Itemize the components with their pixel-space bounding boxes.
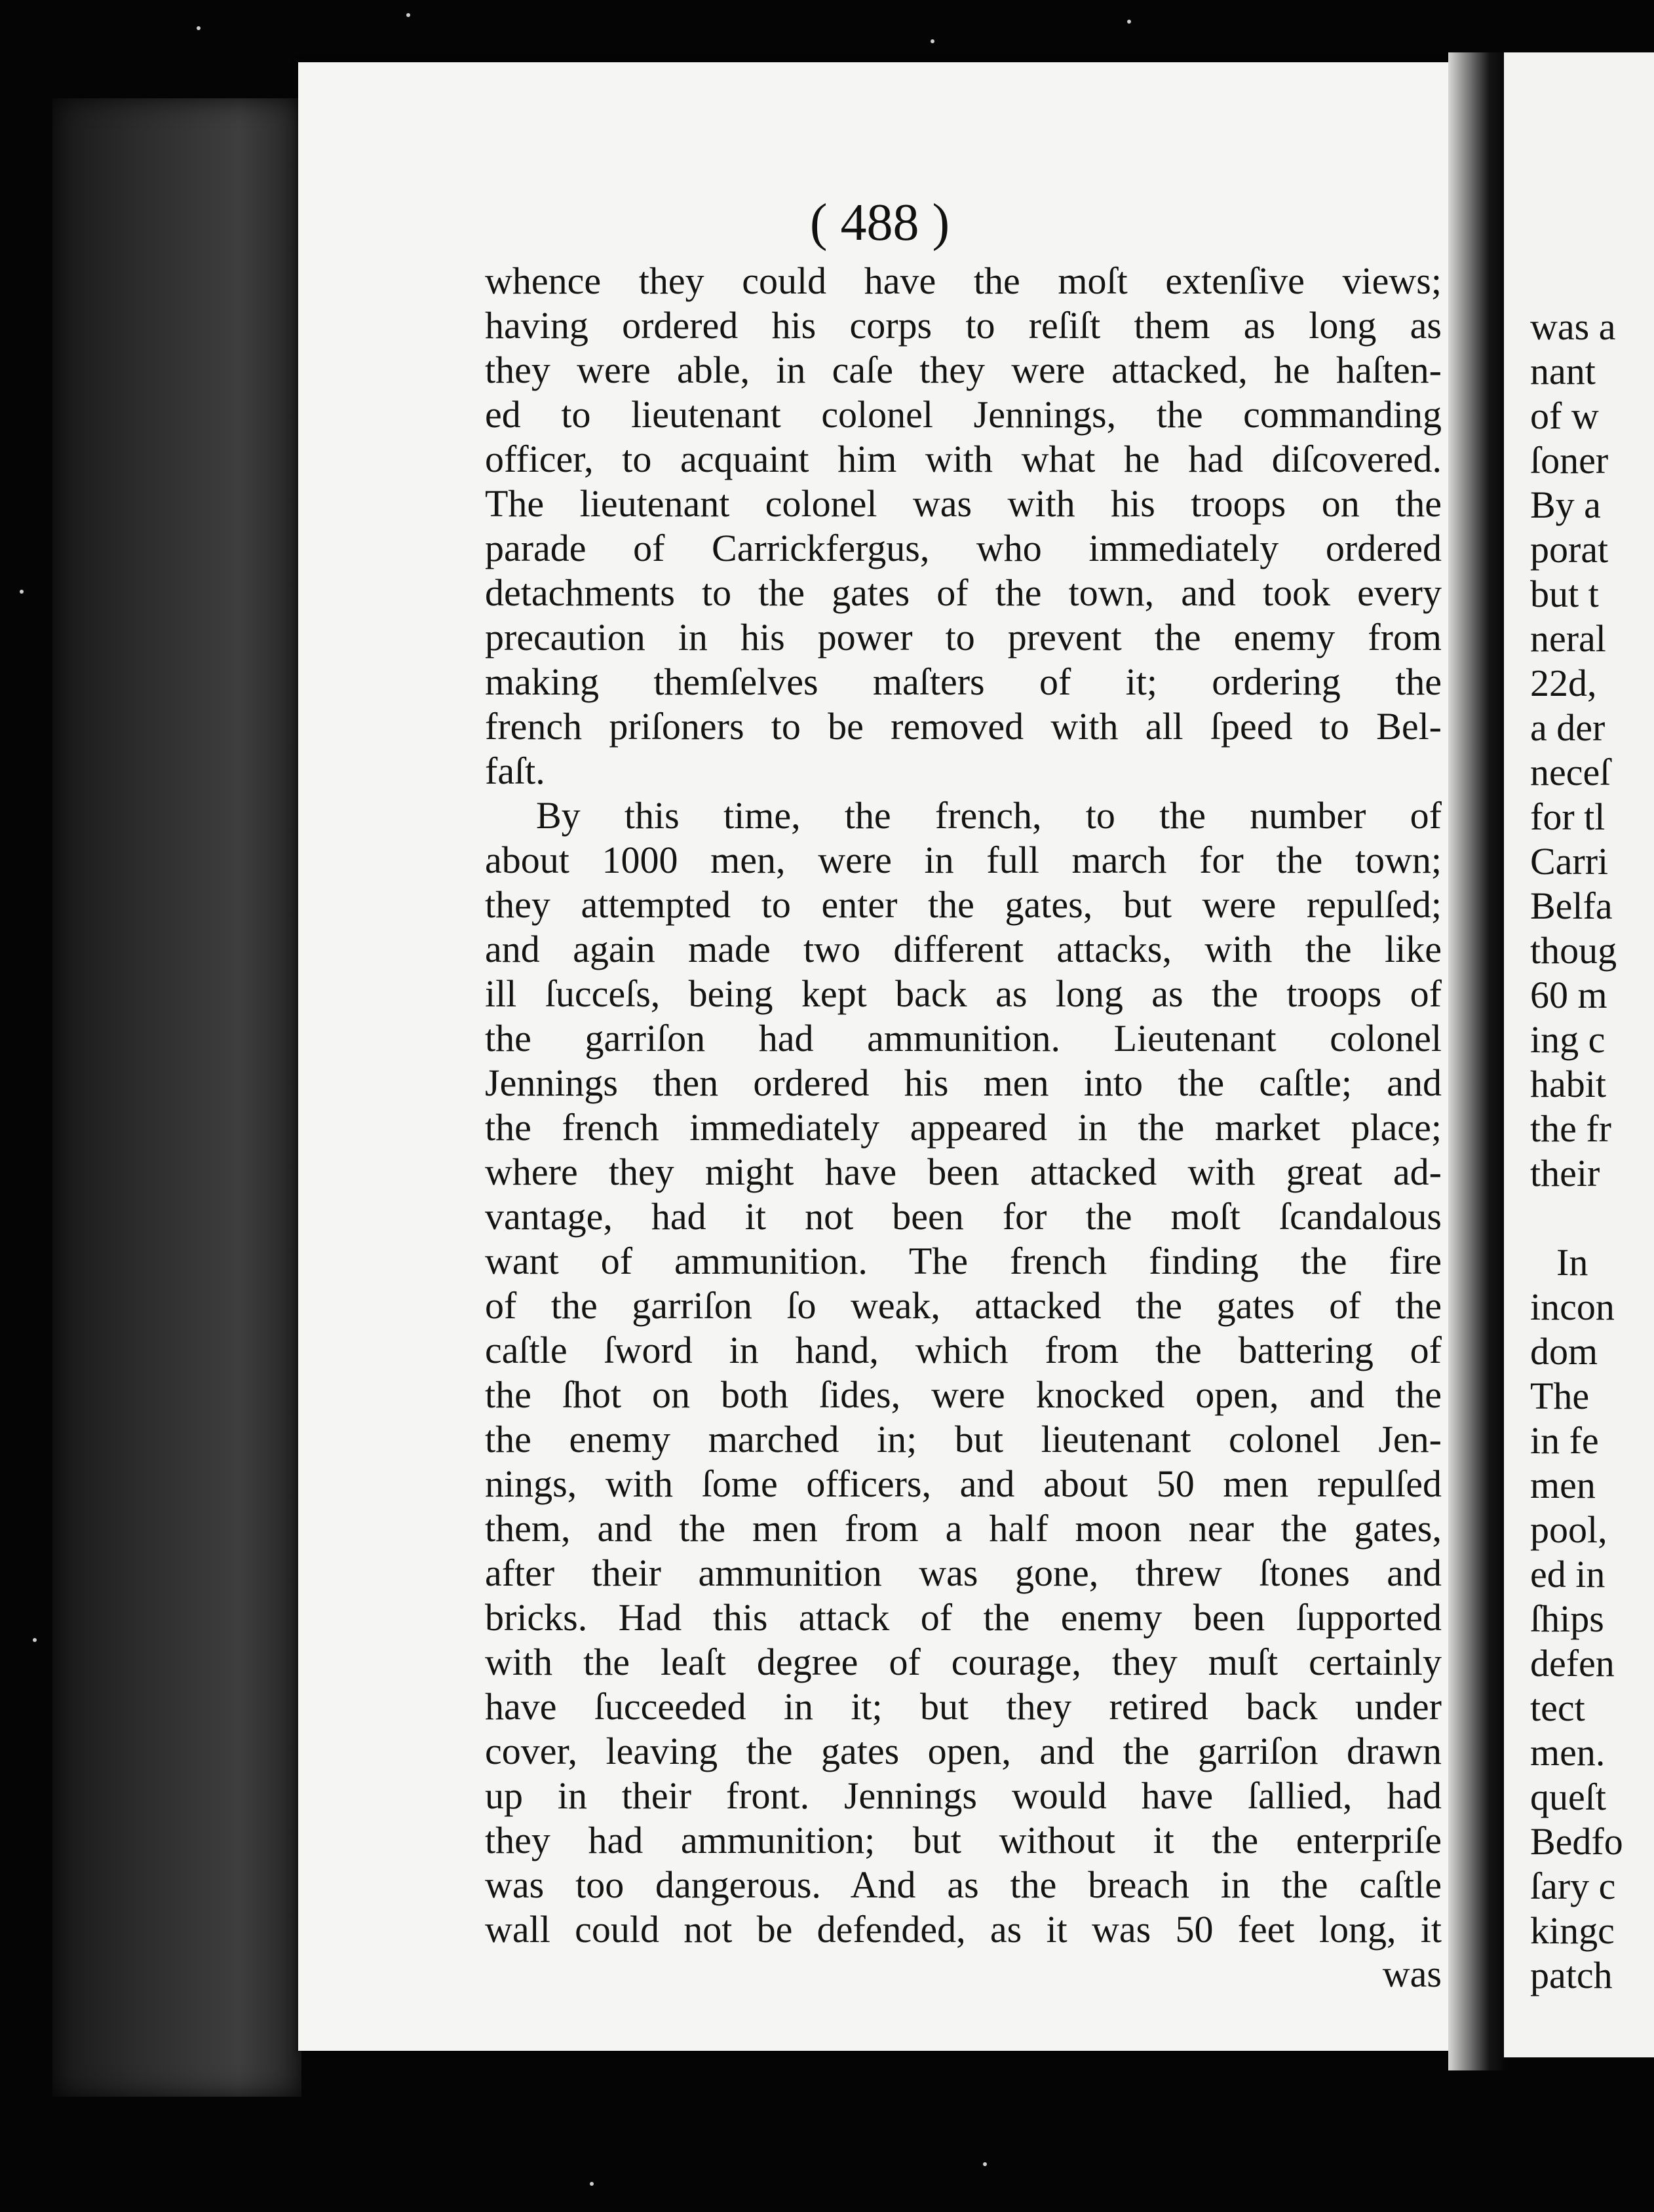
text-line: whence they could have the moſt extenſive views; <box>485 259 1442 302</box>
text-line: they were able, in caſe they were attacked, he haſten- <box>485 349 1442 391</box>
text-line: the enemy marched in; but lieutenant colonel Jen- <box>485 1418 1442 1460</box>
text-line: men <box>1530 1464 1596 1506</box>
text-line: patch <box>1530 1954 1613 1996</box>
text-line: Belfa <box>1530 885 1613 927</box>
text-line: up in their front. Jennings would have ſallied, had <box>485 1774 1442 1817</box>
text-line: for tl <box>1530 795 1606 838</box>
text-line: faſt. <box>485 750 545 792</box>
text-line: ed to lieutenant colonel Jennings, the commanding <box>485 393 1442 436</box>
text-line: french priſoners to be removed with all ſpeed to Bel- <box>485 705 1442 748</box>
text-line: the garriſon had ammunition. Lieutenant colonel <box>485 1017 1442 1059</box>
text-line: officer, to acquaint him with what he had diſcovered. <box>485 438 1442 480</box>
text-line: they had ammunition; but without it the enterpriſe <box>485 1819 1442 1861</box>
facing-page-text <box>1530 305 1623 1998</box>
text-line: after their ammunition was gone, threw ſtones and <box>485 1552 1442 1594</box>
text-line: ing c <box>1530 1018 1606 1061</box>
text-line: pool, <box>1530 1508 1607 1551</box>
text-line: ed in <box>1530 1553 1606 1595</box>
dust-speck <box>1127 20 1131 24</box>
text-line: habit <box>1530 1063 1606 1105</box>
text-line: The <box>1530 1375 1590 1417</box>
body-text <box>485 259 1442 1996</box>
text-line: detachments to the gates of the town, and took every <box>485 571 1442 614</box>
text-line: precaution in his power to prevent the enemy from <box>485 616 1442 658</box>
text-line: neceſ <box>1530 751 1611 793</box>
text-line: making themſelves maſters of it; ordering the <box>485 660 1442 703</box>
text-line: neral <box>1530 617 1606 660</box>
text-line: men. <box>1530 1731 1606 1774</box>
text-line: in fe <box>1530 1419 1599 1462</box>
text-line: By this time, the french, to the number of <box>536 794 1442 837</box>
text-line <box>1530 1196 1623 1240</box>
text-line: wall could not be defended, as it was 50 feet long, it <box>485 1908 1442 1951</box>
text-line: their <box>1530 1152 1600 1194</box>
dust-speck <box>33 1638 37 1642</box>
text-line: them, and the men from a half moon near the gates, <box>485 1507 1442 1550</box>
text-line: ill ſucceſs, being kept back as long as the troops of <box>485 972 1442 1015</box>
dust-speck <box>983 2162 987 2166</box>
text-line: the ſhot on both ſides, were knocked open, and the <box>485 1373 1442 1416</box>
text-line: 22d, <box>1530 662 1597 704</box>
text-line: ſhips <box>1530 1597 1604 1640</box>
text-line: queſt <box>1530 1776 1606 1818</box>
text-line: caſtle ſword in hand, which from the battering of <box>485 1329 1442 1371</box>
text-line: tect <box>1530 1687 1585 1729</box>
text-line: where they might have been attacked with great ad- <box>485 1151 1442 1193</box>
text-line: of w <box>1530 394 1599 437</box>
dust-speck <box>197 26 201 30</box>
page-number: ( 488 ) <box>809 194 950 252</box>
text-line: bricks. Had this attack of the enemy been ſupported <box>485 1596 1442 1639</box>
text-line: Carri <box>1530 840 1609 883</box>
text-line: In <box>1556 1241 1588 1284</box>
dust-speck <box>590 2182 594 2186</box>
text-line: The lieutenant colonel was with his troops on the <box>485 482 1442 525</box>
text-line: but t <box>1530 573 1599 615</box>
text-line: ſary c <box>1530 1865 1616 1907</box>
text-line: about 1000 men, were in full march for the town; <box>485 839 1442 881</box>
text-line: vantage, had it not been for the moſt ſcandalous <box>485 1195 1442 1238</box>
text-line: By a <box>1530 484 1601 526</box>
text-line: Bedfo <box>1530 1820 1623 1863</box>
text-line: having ordered his corps to reſiſt them as long as <box>485 304 1442 347</box>
text-line: a der <box>1530 706 1606 749</box>
text-line: was too dangerous. And as the breach in the caſtle <box>485 1863 1442 1906</box>
text-line: nings, with ſome officers, and about 50 men repulſed <box>485 1462 1442 1505</box>
text-line: thoug <box>1530 929 1617 972</box>
text-line: want of ammunition. The french finding the fire <box>485 1240 1442 1282</box>
catchword: was <box>1382 1953 1442 1995</box>
book-binding <box>52 98 301 2097</box>
text-line: kingc <box>1530 1909 1615 1952</box>
text-line: the fr <box>1530 1107 1611 1150</box>
text-line: have ſucceeded in it; but they retired back under <box>485 1685 1442 1728</box>
text-line: defen <box>1530 1642 1615 1685</box>
book-page <box>298 62 1461 2051</box>
text-line: cover, leaving the gates open, and the garriſon drawn <box>485 1730 1442 1772</box>
text-line: of the garriſon ſo weak, attacked the gates of the <box>485 1284 1442 1327</box>
text-line: and again made two different attacks, with the like <box>485 928 1442 970</box>
dust-speck <box>20 590 24 594</box>
text-line: incon <box>1530 1286 1615 1328</box>
text-line: they attempted to enter the gates, but were repulſed; <box>485 883 1442 926</box>
page-gutter <box>1448 52 1507 2070</box>
text-line: porat <box>1530 528 1609 571</box>
dust-speck <box>406 13 410 17</box>
text-line: 60 m <box>1530 974 1607 1016</box>
dust-speck <box>931 39 934 43</box>
text-line: the french immediately appeared in the market place; <box>485 1106 1442 1149</box>
text-line: parade of Carrickfergus, who immediately ordered <box>485 527 1442 569</box>
text-line: ſoner <box>1530 439 1609 482</box>
text-line: dom <box>1530 1330 1598 1373</box>
text-line: with the leaſt degree of courage, they muſt certainly <box>485 1641 1442 1683</box>
text-line: nant <box>1530 350 1596 392</box>
text-line: Jennings then ordered his men into the caſtle; and <box>485 1061 1442 1104</box>
facing-page <box>1504 52 1654 2057</box>
text-line: was a <box>1530 305 1616 348</box>
